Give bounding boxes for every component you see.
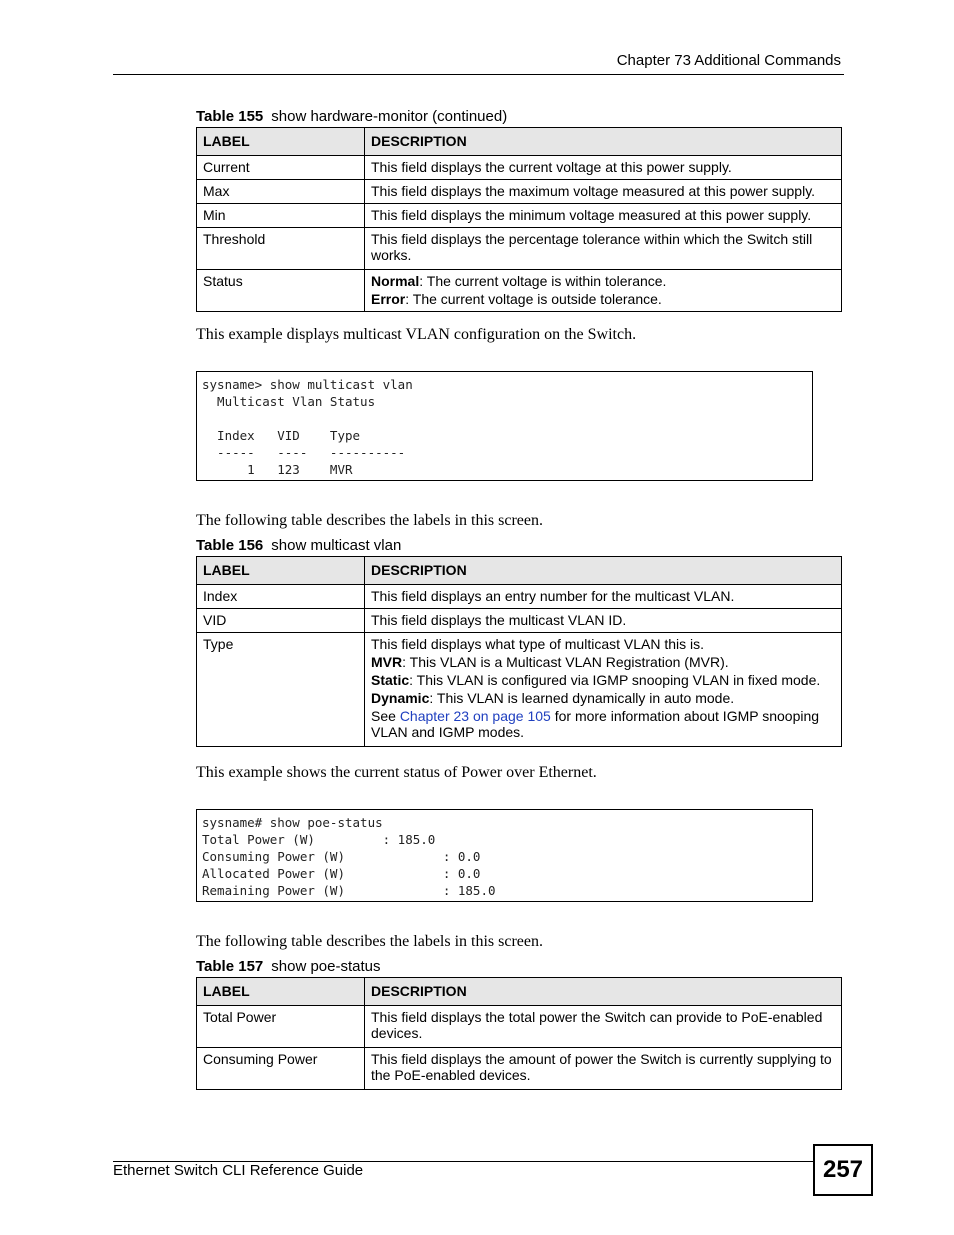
term-text: : The current voltage is outside tolerance. [405,291,662,307]
desc-line [371,672,835,688]
table-row [197,228,842,270]
desc-line [371,654,835,670]
paragraph: The following table describes the labels in this screen. [196,512,544,529]
header-rule [113,74,844,75]
table-row [197,633,842,747]
term: MVR [371,654,403,670]
table-row [197,1006,842,1048]
row-description [365,633,842,747]
table-row [197,585,842,609]
see-text: See [371,708,400,724]
row-label: Min [197,204,365,228]
desc-line: This field displays what type of multicast VLAN this is. [371,636,705,652]
page-number: 257 [813,1144,873,1196]
col-label-header: LABEL [197,557,365,585]
row-label: Current [197,156,365,180]
table-header-row [197,978,842,1006]
term: Static [371,672,410,688]
table-156 [196,556,842,747]
caption-number: Table 157 [196,958,264,975]
col-description-header: DESCRIPTION [365,978,842,1006]
table-155 [196,127,842,312]
term-text: : This VLAN is learned dynamically in auto mode. [429,690,735,706]
row-label: Threshold [197,228,365,270]
paragraph: This example displays multicast VLAN configuration on the Switch. [196,326,637,343]
row-label: Consuming Power [197,1048,365,1090]
chapter-link[interactable]: Chapter 23 on page 105 [399,708,551,724]
chapter-header: Chapter 73 Additional Commands [616,52,841,69]
footer-guide-title: Ethernet Switch CLI Reference Guide [113,1162,364,1179]
table-157-caption [196,958,381,975]
row-description [365,270,842,312]
term: Error [371,291,406,307]
term-text: : This VLAN is a Multicast VLAN Registration (MVR). [402,654,729,670]
caption-number: Table 155 [196,108,264,125]
term: Normal [371,273,420,289]
table-row [197,1048,842,1090]
desc-line [371,708,835,740]
term: Dynamic [371,690,430,706]
code-block: sysname> show multicast vlan Multicast Vlan Status Index VID Type ----- ---- ---------- 1 123 MVR [196,371,813,481]
row-label: Type [197,633,365,747]
caption-text: show multicast vlan [271,537,402,554]
table-row [197,609,842,633]
col-description-header: DESCRIPTION [365,557,842,585]
table-row [197,204,842,228]
col-description-header: DESCRIPTION [365,128,842,156]
row-label: Total Power [197,1006,365,1048]
col-label-header: LABEL [197,978,365,1006]
row-description: This field displays an entry number for the multicast VLAN. [365,585,842,609]
table-155-caption [196,108,507,125]
code-block: sysname# show poe-status Total Power (W) : 185.0 Consuming Power (W) : 0.0 Allocated Power (W) : 0.0 Remaining Power (W) : 185.0 [196,809,813,902]
row-label: Status [197,270,365,312]
table-row [197,180,842,204]
table-header-row [197,128,842,156]
row-label: Max [197,180,365,204]
table-header-row [197,557,842,585]
paragraph: The following table describes the labels in this screen. [196,933,544,950]
row-description: This field displays the percentage tolerance within which the Switch still works. [365,228,842,270]
row-description: This field displays the current voltage at this power supply. [365,156,842,180]
row-description: This field displays the minimum voltage measured at this power supply. [365,204,842,228]
caption-text: show hardware-monitor (continued) [271,108,508,125]
caption-text: show poe-status [271,958,381,975]
term-text: : This VLAN is configured via IGMP snooping VLAN in fixed mode. [409,672,821,688]
term-text: : The current voltage is within tolerance. [419,273,667,289]
row-label: VID [197,609,365,633]
desc-line [371,291,835,307]
row-description: This field displays the total power the Switch can provide to PoE-enabled devices. [365,1006,842,1048]
caption-number: Table 156 [196,537,264,554]
paragraph: This example shows the current status of Power over Ethernet. [196,764,597,781]
row-description: This field displays the amount of power the Switch is currently supplying to the PoE-enabled devices. [365,1048,842,1090]
col-label-header: LABEL [197,128,365,156]
table-row [197,156,842,180]
table-157 [196,977,842,1090]
desc-line [371,690,835,706]
table-row [197,270,842,312]
table-156-caption [196,537,401,554]
row-label: Index [197,585,365,609]
row-description: This field displays the multicast VLAN ID. [365,609,842,633]
see-text-rest: for more information about IGMP snooping VLAN and IGMP modes. [371,708,820,740]
desc-line [371,273,835,289]
row-description: This field displays the maximum voltage measured at this power supply. [365,180,842,204]
